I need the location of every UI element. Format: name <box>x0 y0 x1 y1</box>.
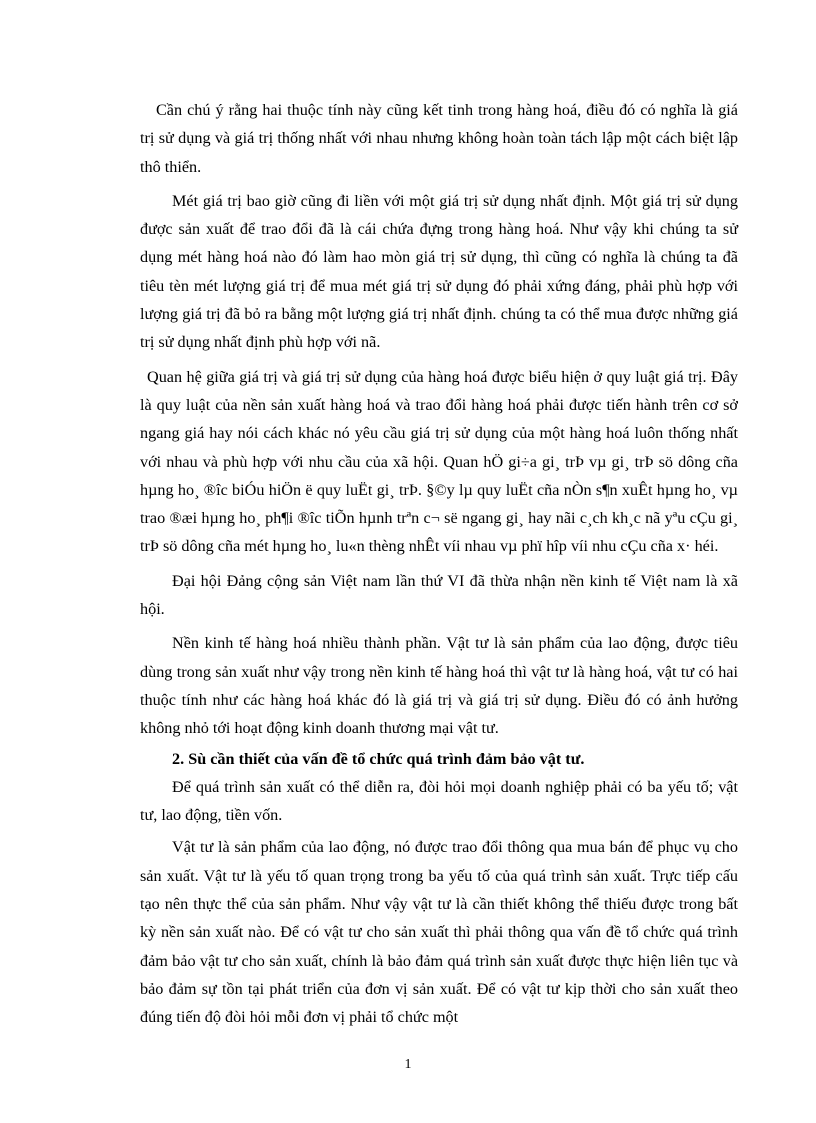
paragraph-factors: Để quá trình sản xuất có thể diễn ra, đòi hỏi mọi doanh nghiệp phải có ba yếu tố; vật tư, lao động, tiền vốn. <box>140 777 738 825</box>
paragraph-value-law: Quan hệ giữa giá trị và giá trị sử dụng của hàng hoá được biểu hiện ở quy luật giá trị. Đây là quy luật của nền sản xuất hàng hoá và trao đổi hàng hoá phải được tiến hành trên cơ sở ngang giá hay nói cách khác nó yêu cầu giá trị sử dụng của một hàng hoá luôn thống nhất với nhau và phù hợp với nhu cầu của xã hội. Quan hÖ gi÷a gi¸ trÞ vµ gi¸ trÞ sö dông cña hµng ho¸ ®îc biÓu hiÖn ë quy luËt gi¸ trÞ. §©y lµ quy luËt cña nÒn s¶n xuÊt hµng ho¸ vµ trao ®æi hµng ho¸ ph¶i ®îc tiÕn hµnh trªn c¬ së ngang gi¸ hay nãi c¸ch kh¸c nã yªu cÇu gi¸ trÞ sö dông cña mét hµng ho¸ lu«n thèng nhÊt víi nhau vµ phï hîp víi nhu cÇu cña x· héi. <box>140 367 738 556</box>
paragraph-intro: Cần chú ý rằng hai thuộc tính này cũng kết tinh trong hàng hoá, điều đó có nghĩa là giá trị sử dụng và giá trị thống nhất với nhau nhưng không hoàn toàn tách lập một cách biệt lập thô thiển. <box>140 101 738 176</box>
paragraph-value-use: Mét giá trị bao giờ cũng đi liền với một giá trị sử dụng nhất định. Một giá trị sử dụng được sản xuất để trao đổi đã là cái chứa đựng trong hàng hoá. Như vậy khi chúng ta sử dụng mét hàng hoá nào đó làm hao mòn giá trị sử dụng, thì cũng có nghĩa là chúng ta đã tiêu tèn mét lượng giá trị để mua mét giá trị sử dụng đó phải xứng đáng, phải phù hợp với lượng giá trị đã bỏ ra bằng một lượng giá trị nhất định. chúng ta có thể mua được những giá trị sử dụng nhất định phù hợp với nã. <box>140 191 738 352</box>
document-page <box>140 96 738 1032</box>
paragraph-materials: Vật tư là sản phẩm của lao động, nó được trao đổi thông qua mua bán để phục vụ cho sản xuất. Vật tư là yếu tố quan trọng trong ba yếu tố của quá trình sản xuất. Trực tiếp cấu tạo nên thực thể của sản phẩm. Như vậy vật tư là cần thiết không thể thiếu được trong bất kỳ nền sản xuất nào. Để có vật tư cho sản xuất thì phải thông qua vấn đề tổ chức quá trình đảm bảo vật tư cho sản xuất, chính là bảo đảm quá trình sản xuất được thực hiện liên tục và bảo đảm sự tồn tại phát triển của đơn vị sản xuất. Để có vật tư kịp thời cho sản xuất theo đúng tiến độ đòi hỏi mỗi đơn vị phải tổ chức một <box>140 838 738 1027</box>
paragraph-economy: Nền kinh tế hàng hoá nhiều thành phần. Vật tư là sản phẩm của lao động, được tiêu dùng trong sản xuất như vậy trong nền kinh tế hàng hoá thì vật tư là hàng hoá, vật tư có hai thuộc tính như các hàng hoá khác đó là giá trị và giá trị sử dụng. Điều đó có ảnh hưởng không nhỏ tới hoạt động kinh doanh thương mại vật tư. <box>140 634 738 738</box>
page-number: 1 <box>404 1057 412 1072</box>
paragraph-congress: Đại hội Đảng cộng sản Việt nam lần thứ VI đã thừa nhận nền kinh tế Việt nam là xã hội. <box>140 571 738 619</box>
section-heading: 2. Sù cần thiết của vấn đề tổ chức quá trình đảm bảo vật tư. <box>172 749 585 768</box>
